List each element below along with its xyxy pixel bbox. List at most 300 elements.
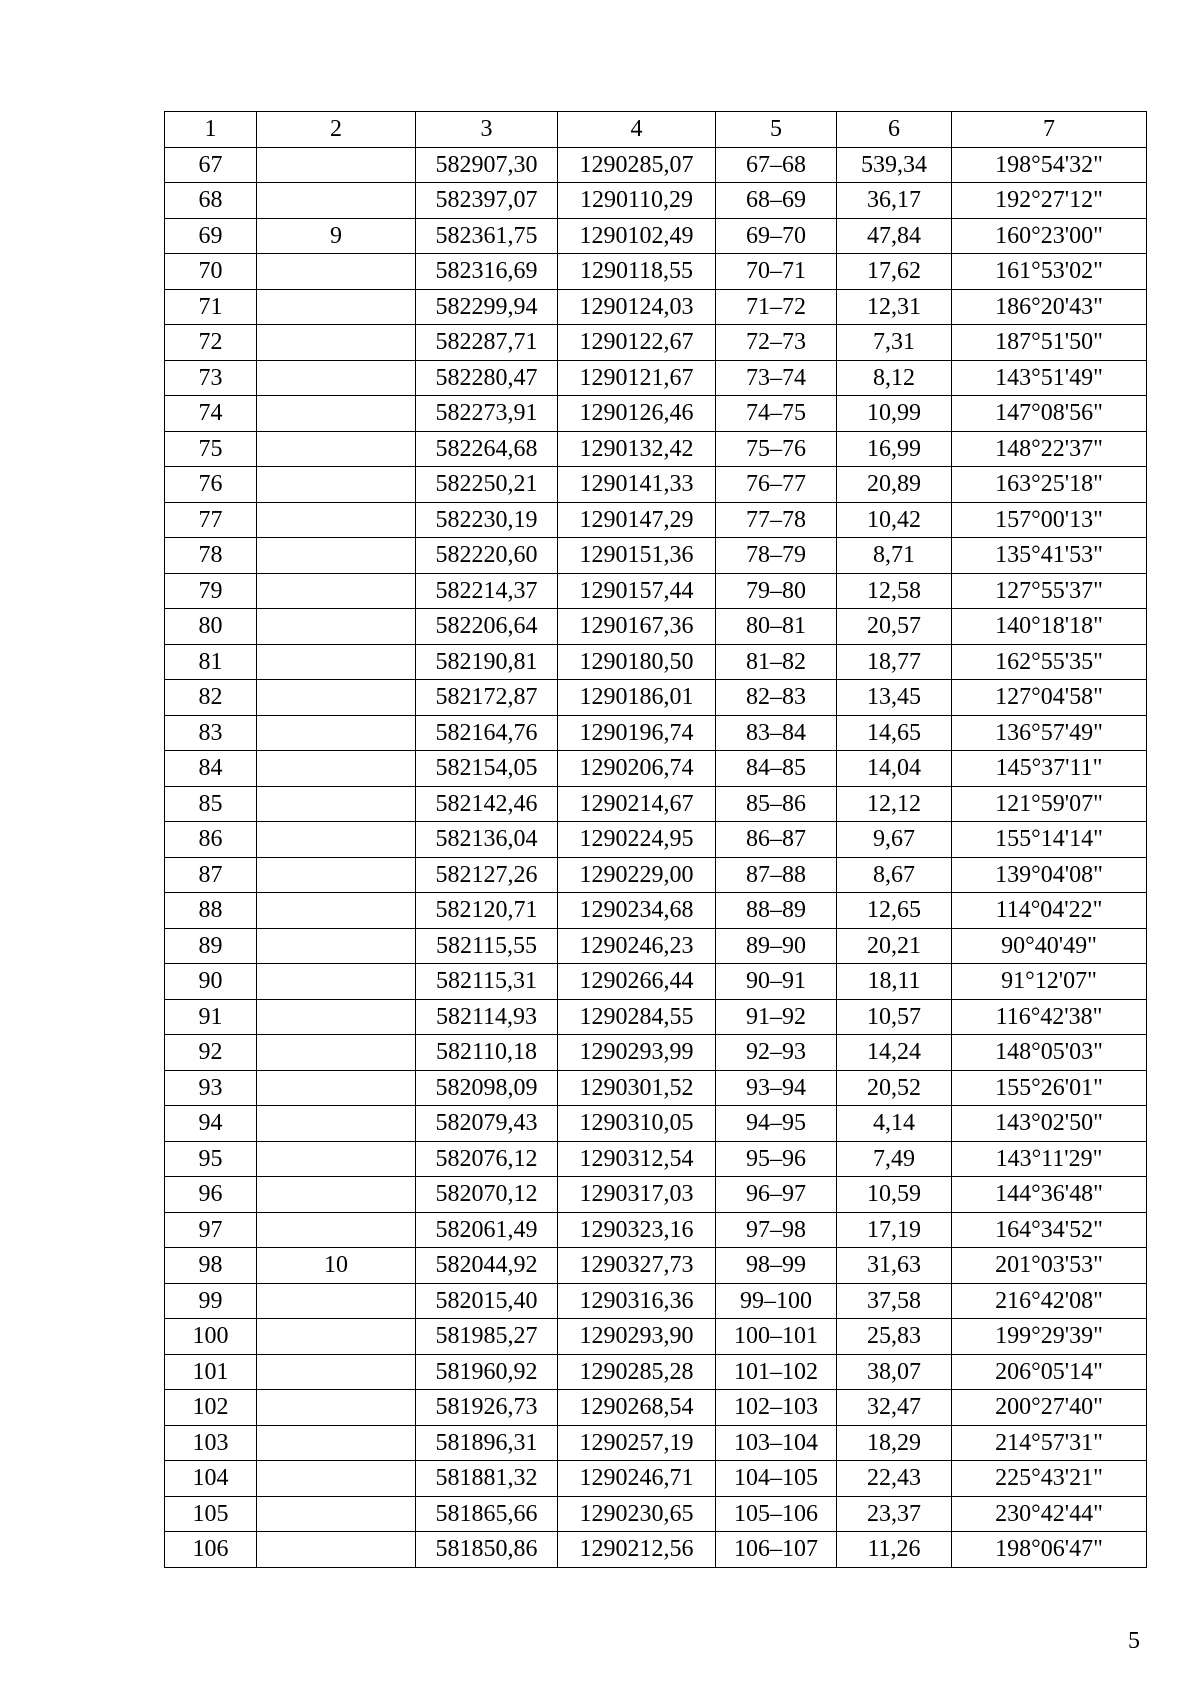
table-cell: 16,99 — [837, 431, 952, 467]
table-cell: 582127,26 — [416, 857, 558, 893]
table-cell: 198°54'32" — [952, 147, 1147, 183]
table-row — [165, 1141, 1147, 1177]
table-cell: 200°27'40" — [952, 1390, 1147, 1426]
page-number: 5 — [1128, 1628, 1140, 1654]
header-cell: 3 — [416, 112, 558, 148]
table-cell — [257, 289, 416, 325]
table-cell: 23,37 — [837, 1496, 952, 1532]
table-cell: 1290141,33 — [558, 467, 716, 503]
table-row — [165, 573, 1147, 609]
table-cell: 18,11 — [837, 964, 952, 1000]
table-cell: 17,19 — [837, 1212, 952, 1248]
table-cell — [257, 573, 416, 609]
table-row — [165, 431, 1147, 467]
table-cell: 71 — [165, 289, 257, 325]
table-cell: 73 — [165, 360, 257, 396]
table-cell: 582220,60 — [416, 538, 558, 574]
table-cell: 7,49 — [837, 1141, 952, 1177]
table-cell: 581865,66 — [416, 1496, 558, 1532]
table-cell: 1290214,67 — [558, 786, 716, 822]
table-cell — [257, 999, 416, 1035]
table-cell: 70–71 — [716, 254, 837, 290]
table-cell: 1290316,36 — [558, 1283, 716, 1319]
table-cell — [257, 609, 416, 645]
table-cell: 76 — [165, 467, 257, 503]
table-cell: 582250,21 — [416, 467, 558, 503]
table-cell: 1290206,74 — [558, 751, 716, 787]
table-cell: 92–93 — [716, 1035, 837, 1071]
table-cell: 82–83 — [716, 680, 837, 716]
table-cell: 86–87 — [716, 822, 837, 858]
header-cell: 2 — [257, 112, 416, 148]
table-cell: 582397,07 — [416, 183, 558, 219]
table-cell: 582190,81 — [416, 644, 558, 680]
table-cell: 75–76 — [716, 431, 837, 467]
table-cell: 92 — [165, 1035, 257, 1071]
table-cell: 79 — [165, 573, 257, 609]
table-cell: 582907,30 — [416, 147, 558, 183]
table-row — [165, 289, 1147, 325]
table-row — [165, 751, 1147, 787]
table-cell: 1290246,71 — [558, 1461, 716, 1497]
table-cell: 7,31 — [837, 325, 952, 361]
table-cell: 38,07 — [837, 1354, 952, 1390]
table-cell: 10,42 — [837, 502, 952, 538]
table-cell: 157°00'13" — [952, 502, 1147, 538]
table-cell: 85–86 — [716, 786, 837, 822]
table-cell: 582044,92 — [416, 1248, 558, 1284]
table-cell: 1290132,42 — [558, 431, 716, 467]
table-cell: 1290110,29 — [558, 183, 716, 219]
table-cell: 230°42'44" — [952, 1496, 1147, 1532]
table-cell — [257, 1532, 416, 1568]
table-cell: 88–89 — [716, 893, 837, 929]
table-cell: 67 — [165, 147, 257, 183]
table-cell: 148°05'03" — [952, 1035, 1147, 1071]
table-row — [165, 218, 1147, 254]
table-cell — [257, 1177, 416, 1213]
table-cell — [257, 1390, 416, 1426]
table-cell: 581850,86 — [416, 1532, 558, 1568]
table-cell: 71–72 — [716, 289, 837, 325]
table-cell: 87 — [165, 857, 257, 893]
table-row — [165, 1106, 1147, 1142]
table-cell: 582264,68 — [416, 431, 558, 467]
table-row — [165, 1283, 1147, 1319]
table-row — [165, 1319, 1147, 1355]
table-header — [165, 112, 1147, 148]
table-cell: 582115,31 — [416, 964, 558, 1000]
table-cell: 20,89 — [837, 467, 952, 503]
table-cell — [257, 751, 416, 787]
table-cell — [257, 822, 416, 858]
table-row — [165, 254, 1147, 290]
table-cell — [257, 325, 416, 361]
table-cell: 1290186,01 — [558, 680, 716, 716]
table-body — [165, 147, 1147, 1567]
table-cell: 22,43 — [837, 1461, 952, 1497]
table-cell: 1290268,54 — [558, 1390, 716, 1426]
table-cell — [257, 1354, 416, 1390]
table-cell — [257, 786, 416, 822]
table-cell: 81–82 — [716, 644, 837, 680]
table-cell: 74–75 — [716, 396, 837, 432]
table-cell: 90°40'49" — [952, 928, 1147, 964]
table-cell — [257, 1106, 416, 1142]
header-cell: 4 — [558, 112, 716, 148]
table-cell: 1290121,67 — [558, 360, 716, 396]
table-cell: 94 — [165, 1106, 257, 1142]
table-cell: 101 — [165, 1354, 257, 1390]
table-row — [165, 325, 1147, 361]
table-cell: 75 — [165, 431, 257, 467]
table-cell: 105 — [165, 1496, 257, 1532]
table-cell: 1290126,46 — [558, 396, 716, 432]
table-cell: 36,17 — [837, 183, 952, 219]
table-cell: 127°55'37" — [952, 573, 1147, 609]
table-cell: 104–105 — [716, 1461, 837, 1497]
table-row — [165, 609, 1147, 645]
table-cell: 12,65 — [837, 893, 952, 929]
table-cell: 582164,76 — [416, 715, 558, 751]
table-cell: 140°18'18" — [952, 609, 1147, 645]
table-cell — [257, 715, 416, 751]
table-cell: 103 — [165, 1425, 257, 1461]
table-row — [165, 857, 1147, 893]
table-cell — [257, 467, 416, 503]
table-row — [165, 147, 1147, 183]
table-cell: 581960,92 — [416, 1354, 558, 1390]
table-cell: 69 — [165, 218, 257, 254]
table-row — [165, 396, 1147, 432]
table-cell: 80 — [165, 609, 257, 645]
table-cell: 1290310,05 — [558, 1106, 716, 1142]
table-cell: 10,57 — [837, 999, 952, 1035]
table-row — [165, 1461, 1147, 1497]
table-cell: 539,34 — [837, 147, 952, 183]
table-cell: 96–97 — [716, 1177, 837, 1213]
table-cell — [257, 857, 416, 893]
table-cell: 582079,43 — [416, 1106, 558, 1142]
table-cell: 103–104 — [716, 1425, 837, 1461]
table-cell — [257, 1496, 416, 1532]
table-cell: 69–70 — [716, 218, 837, 254]
table-cell: 14,24 — [837, 1035, 952, 1071]
table-cell: 77–78 — [716, 502, 837, 538]
table-cell: 144°36'48" — [952, 1177, 1147, 1213]
table-row — [165, 1177, 1147, 1213]
table-cell: 582172,87 — [416, 680, 558, 716]
table-row — [165, 999, 1147, 1035]
table-cell: 1290147,29 — [558, 502, 716, 538]
table-cell: 214°57'31" — [952, 1425, 1147, 1461]
table-cell — [257, 183, 416, 219]
table-cell: 9,67 — [837, 822, 952, 858]
table-cell — [257, 1319, 416, 1355]
table-cell: 12,12 — [837, 786, 952, 822]
table-cell: 98 — [165, 1248, 257, 1284]
table-cell: 68 — [165, 183, 257, 219]
table-cell: 14,65 — [837, 715, 952, 751]
coordinates-table — [164, 111, 1147, 1568]
table-cell: 104 — [165, 1461, 257, 1497]
table-row — [165, 538, 1147, 574]
table-row — [165, 1532, 1147, 1568]
table-cell: 582070,12 — [416, 1177, 558, 1213]
table-cell — [257, 1212, 416, 1248]
table-cell: 10,99 — [837, 396, 952, 432]
table-cell — [257, 147, 416, 183]
table-cell: 20,52 — [837, 1070, 952, 1106]
table-cell: 95 — [165, 1141, 257, 1177]
table-cell: 76–77 — [716, 467, 837, 503]
table-cell: 1290285,07 — [558, 147, 716, 183]
table-row — [165, 964, 1147, 1000]
table-cell — [257, 680, 416, 716]
table-cell: 17,62 — [837, 254, 952, 290]
table-row — [165, 680, 1147, 716]
table-cell — [257, 538, 416, 574]
table-cell: 155°14'14" — [952, 822, 1147, 858]
table-cell: 106 — [165, 1532, 257, 1568]
table-cell: 20,21 — [837, 928, 952, 964]
table-cell: 87–88 — [716, 857, 837, 893]
table-cell: 582316,69 — [416, 254, 558, 290]
table-cell: 582273,91 — [416, 396, 558, 432]
table-cell: 143°51'49" — [952, 360, 1147, 396]
table-cell: 1290257,19 — [558, 1425, 716, 1461]
table-row — [165, 822, 1147, 858]
table-cell: 143°02'50" — [952, 1106, 1147, 1142]
table-cell: 582120,71 — [416, 893, 558, 929]
table-cell: 1290234,68 — [558, 893, 716, 929]
table-cell: 90 — [165, 964, 257, 1000]
table-cell: 1290327,73 — [558, 1248, 716, 1284]
table-cell: 1290212,56 — [558, 1532, 716, 1568]
table-cell: 9 — [257, 218, 416, 254]
table-row — [165, 467, 1147, 503]
table-cell: 93–94 — [716, 1070, 837, 1106]
table-cell: 72 — [165, 325, 257, 361]
table-cell: 161°53'02" — [952, 254, 1147, 290]
table-cell: 127°04'58" — [952, 680, 1147, 716]
table-cell — [257, 502, 416, 538]
table-cell — [257, 431, 416, 467]
table-cell: 91–92 — [716, 999, 837, 1035]
table-cell: 582142,46 — [416, 786, 558, 822]
table-cell: 1290230,65 — [558, 1496, 716, 1532]
table-cell: 582287,71 — [416, 325, 558, 361]
table-cell: 102 — [165, 1390, 257, 1426]
table-cell: 11,26 — [837, 1532, 952, 1568]
table-cell — [257, 928, 416, 964]
table-cell: 1290157,44 — [558, 573, 716, 609]
table-cell: 37,58 — [837, 1283, 952, 1319]
table-row — [165, 502, 1147, 538]
table-cell — [257, 1141, 416, 1177]
table-cell: 582015,40 — [416, 1283, 558, 1319]
table-cell: 1290246,23 — [558, 928, 716, 964]
table-cell: 1290301,52 — [558, 1070, 716, 1106]
table-cell: 1290196,74 — [558, 715, 716, 751]
table-cell: 8,67 — [837, 857, 952, 893]
table-cell: 1290266,44 — [558, 964, 716, 1000]
table-cell: 143°11'29" — [952, 1141, 1147, 1177]
table-cell: 97 — [165, 1212, 257, 1248]
table-cell: 14,04 — [837, 751, 952, 787]
table-cell: 581985,27 — [416, 1319, 558, 1355]
table-cell: 98–99 — [716, 1248, 837, 1284]
table-row — [165, 786, 1147, 822]
table-cell: 91°12'07" — [952, 964, 1147, 1000]
table-cell: 82 — [165, 680, 257, 716]
table-cell: 1290102,49 — [558, 218, 716, 254]
table-cell: 192°27'12" — [952, 183, 1147, 219]
table-cell: 70 — [165, 254, 257, 290]
table-cell: 93 — [165, 1070, 257, 1106]
table-cell: 145°37'11" — [952, 751, 1147, 787]
table-row — [165, 928, 1147, 964]
table-cell — [257, 360, 416, 396]
table-cell: 582061,49 — [416, 1212, 558, 1248]
table-cell — [257, 1283, 416, 1319]
table-row — [165, 715, 1147, 751]
table-cell: 78 — [165, 538, 257, 574]
table-cell: 20,57 — [837, 609, 952, 645]
table-row — [165, 1496, 1147, 1532]
table-cell: 206°05'14" — [952, 1354, 1147, 1390]
table-cell: 582280,47 — [416, 360, 558, 396]
table-cell — [257, 1461, 416, 1497]
table-cell: 1290285,28 — [558, 1354, 716, 1390]
table-cell: 12,31 — [837, 289, 952, 325]
table-cell: 216°42'08" — [952, 1283, 1147, 1319]
table-row — [165, 1390, 1147, 1426]
table-cell: 1290229,00 — [558, 857, 716, 893]
table-cell: 1290293,90 — [558, 1319, 716, 1355]
table-cell: 162°55'35" — [952, 644, 1147, 680]
table-cell: 95–96 — [716, 1141, 837, 1177]
table-cell: 8,71 — [837, 538, 952, 574]
table-cell: 80–81 — [716, 609, 837, 645]
table-cell: 99 — [165, 1283, 257, 1319]
table-cell — [257, 1070, 416, 1106]
table-cell — [257, 644, 416, 680]
table-cell — [257, 396, 416, 432]
table-row — [165, 360, 1147, 396]
table-cell: 96 — [165, 1177, 257, 1213]
table-cell: 163°25'18" — [952, 467, 1147, 503]
table-cell: 148°22'37" — [952, 431, 1147, 467]
table-cell: 582299,94 — [416, 289, 558, 325]
table-cell: 116°42'38" — [952, 999, 1147, 1035]
table-cell: 160°23'00" — [952, 218, 1147, 254]
table-cell: 186°20'43" — [952, 289, 1147, 325]
table-cell: 199°29'39" — [952, 1319, 1147, 1355]
table-cell: 85 — [165, 786, 257, 822]
table-cell: 101–102 — [716, 1354, 837, 1390]
table-cell: 1290293,99 — [558, 1035, 716, 1071]
table-cell: 1290167,36 — [558, 609, 716, 645]
table-cell: 581881,32 — [416, 1461, 558, 1497]
header-row — [165, 112, 1147, 148]
table-cell — [257, 1425, 416, 1461]
table-row — [165, 1212, 1147, 1248]
table-cell: 1290151,36 — [558, 538, 716, 574]
table-cell: 73–74 — [716, 360, 837, 396]
table-cell: 582361,75 — [416, 218, 558, 254]
table-cell: 1290122,67 — [558, 325, 716, 361]
table-cell: 31,63 — [837, 1248, 952, 1284]
table-cell: 47,84 — [837, 218, 952, 254]
table-cell: 582214,37 — [416, 573, 558, 609]
table-cell: 187°51'50" — [952, 325, 1147, 361]
table-cell: 106–107 — [716, 1532, 837, 1568]
table-cell: 84–85 — [716, 751, 837, 787]
table-cell: 1290323,16 — [558, 1212, 716, 1248]
table-cell: 1290124,03 — [558, 289, 716, 325]
header-cell: 6 — [837, 112, 952, 148]
table-cell: 79–80 — [716, 573, 837, 609]
table-cell: 84 — [165, 751, 257, 787]
table-cell: 1290317,03 — [558, 1177, 716, 1213]
table-cell: 88 — [165, 893, 257, 929]
table-cell: 201°03'53" — [952, 1248, 1147, 1284]
table-cell: 582076,12 — [416, 1141, 558, 1177]
table-cell: 114°04'22" — [952, 893, 1147, 929]
table-cell: 225°43'21" — [952, 1461, 1147, 1497]
table-cell: 89 — [165, 928, 257, 964]
table-row — [165, 1354, 1147, 1390]
table-cell: 12,58 — [837, 573, 952, 609]
table-cell — [257, 254, 416, 290]
table-cell: 74 — [165, 396, 257, 432]
table-cell: 1290312,54 — [558, 1141, 716, 1177]
table-cell: 8,12 — [837, 360, 952, 396]
table-cell: 32,47 — [837, 1390, 952, 1426]
table-cell: 582110,18 — [416, 1035, 558, 1071]
table-row — [165, 893, 1147, 929]
table-cell: 1290118,55 — [558, 254, 716, 290]
table-cell: 97–98 — [716, 1212, 837, 1248]
table-cell: 100–101 — [716, 1319, 837, 1355]
table-row — [165, 644, 1147, 680]
table-cell: 91 — [165, 999, 257, 1035]
table-cell: 83 — [165, 715, 257, 751]
table-row — [165, 1070, 1147, 1106]
table-cell: 582154,05 — [416, 751, 558, 787]
table-cell: 67–68 — [716, 147, 837, 183]
table-cell: 121°59'07" — [952, 786, 1147, 822]
table-cell: 581926,73 — [416, 1390, 558, 1426]
table-cell: 198°06'47" — [952, 1532, 1147, 1568]
table-row — [165, 1425, 1147, 1461]
table-cell — [257, 1035, 416, 1071]
table-cell: 25,83 — [837, 1319, 952, 1355]
table-cell: 10 — [257, 1248, 416, 1284]
table-cell: 86 — [165, 822, 257, 858]
table-cell: 81 — [165, 644, 257, 680]
table-cell: 581896,31 — [416, 1425, 558, 1461]
table-cell: 582230,19 — [416, 502, 558, 538]
table-cell: 68–69 — [716, 183, 837, 219]
table-cell: 4,14 — [837, 1106, 952, 1142]
table-cell — [257, 893, 416, 929]
table-cell: 147°08'56" — [952, 396, 1147, 432]
table-cell: 94–95 — [716, 1106, 837, 1142]
table-cell: 1290180,50 — [558, 644, 716, 680]
table-cell: 18,29 — [837, 1425, 952, 1461]
